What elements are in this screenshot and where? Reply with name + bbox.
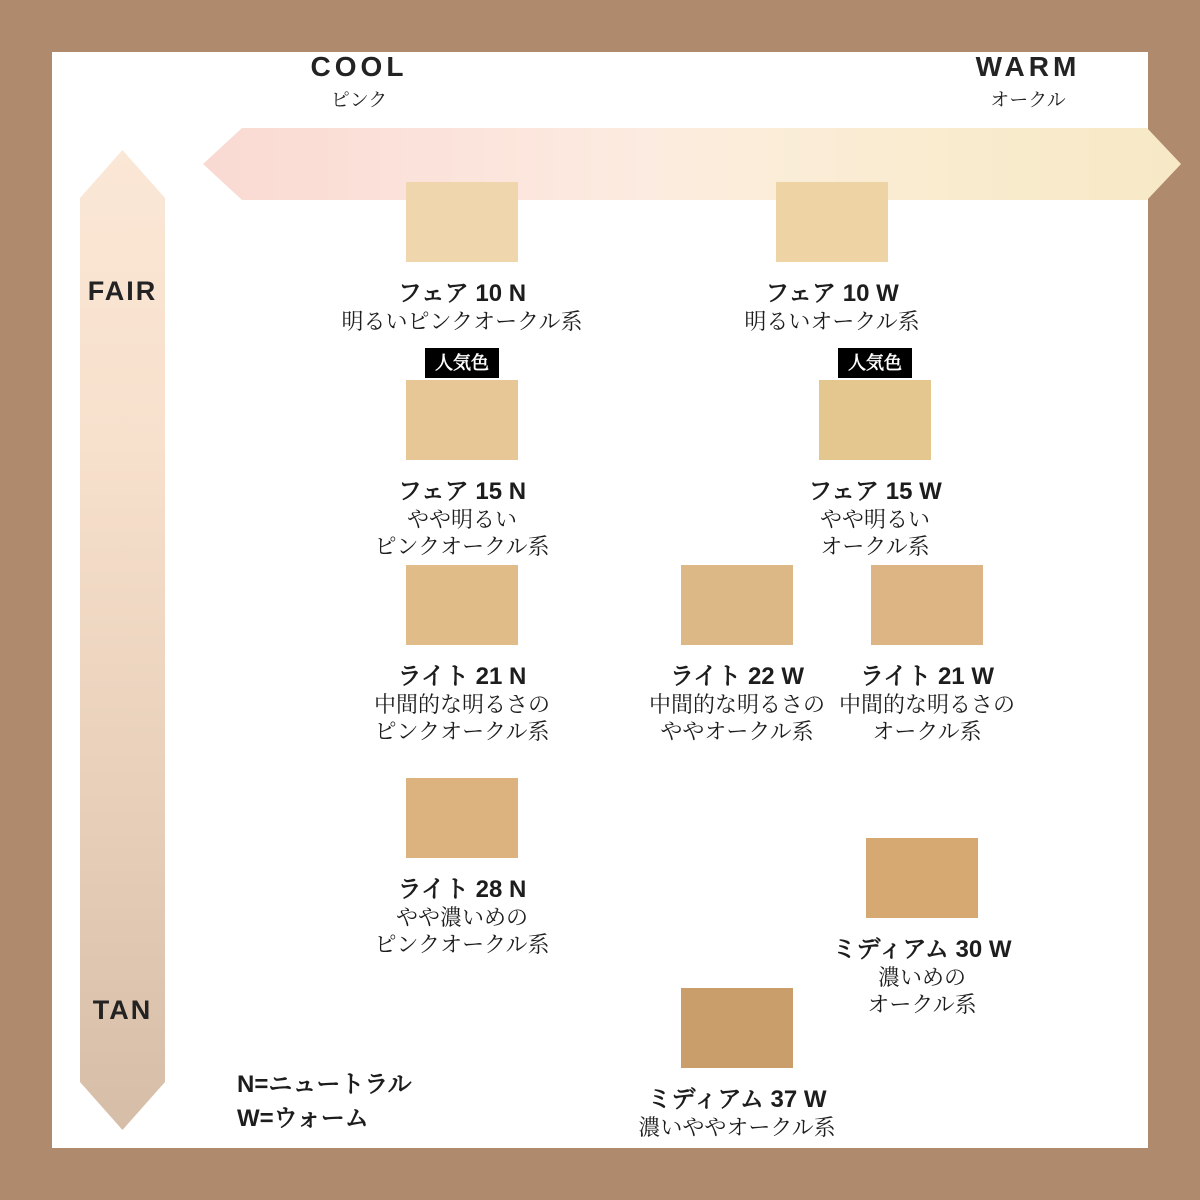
shade-desc: ピンクオークル系 bbox=[374, 534, 550, 559]
shade-desc: ピンクオークル系 bbox=[374, 932, 550, 957]
shade-desc: やや濃いめの bbox=[395, 905, 528, 930]
shade-desc: オークル系 bbox=[867, 992, 977, 1017]
cool-axis-label bbox=[279, 51, 439, 112]
shade-name: ライト 21 N bbox=[397, 663, 527, 690]
shade-desc: 中間的な明るさの bbox=[373, 692, 550, 717]
swatch-fair-10-w bbox=[776, 182, 888, 262]
swatch-light-22-w bbox=[681, 565, 793, 645]
popular-badge: 人気色 bbox=[425, 348, 499, 378]
shade-name: フェア 15 W bbox=[808, 478, 942, 505]
tan-label: TAN bbox=[92, 995, 153, 1025]
shade-label-medium-30-w bbox=[762, 935, 1082, 1018]
shade-name: フェア 10 W bbox=[765, 280, 899, 307]
shade-label-fair-15-n bbox=[302, 477, 622, 560]
shade-label-fair-10-n bbox=[302, 279, 622, 335]
popular-badge: 人気色 bbox=[838, 348, 912, 378]
undertone-legend bbox=[237, 1068, 412, 1136]
shade-label-medium-37-w bbox=[577, 1085, 897, 1141]
shade-desc: 濃いめの bbox=[877, 965, 966, 990]
swatch-medium-37-w bbox=[681, 988, 793, 1068]
cool-label: COOL bbox=[310, 51, 408, 82]
shade-label-light-21-w bbox=[767, 662, 1087, 745]
shade-desc: オークル系 bbox=[872, 719, 982, 744]
chart-card bbox=[52, 52, 1148, 1148]
shade-desc: 明るいピンクオークル系 bbox=[341, 309, 583, 334]
shade-desc: 中間的な明るさの bbox=[838, 692, 1015, 717]
shade-desc: 中間的な明るさの bbox=[648, 692, 825, 717]
swatch-fair-15-n bbox=[406, 380, 518, 460]
shade-label-fair-15-w bbox=[715, 477, 1035, 560]
swatch-light-21-w bbox=[871, 565, 983, 645]
shade-label-light-28-n bbox=[302, 875, 622, 958]
shade-name: ミディアム 30 W bbox=[832, 936, 1012, 963]
shade-desc: オークル系 bbox=[820, 534, 930, 559]
shade-desc: 濃いややオークル系 bbox=[638, 1115, 836, 1140]
swatch-fair-10-n bbox=[406, 182, 518, 262]
legend-line-w: W=ウォーム bbox=[237, 1105, 369, 1132]
swatch-fair-15-w bbox=[819, 380, 931, 460]
swatch-light-28-n bbox=[406, 778, 518, 858]
shade-desc: ピンクオークル系 bbox=[374, 719, 550, 744]
fair-label: FAIR bbox=[87, 276, 158, 306]
shade-label-fair-10-w bbox=[672, 279, 992, 335]
shade-name: ライト 21 W bbox=[860, 663, 994, 690]
shade-desc: ややオークル系 bbox=[660, 719, 814, 744]
warm-label: WARM bbox=[975, 51, 1081, 82]
shade-desc: やや明るい bbox=[406, 507, 517, 532]
swatch-light-21-n bbox=[406, 565, 518, 645]
undertone-axis-arrow bbox=[203, 128, 1181, 200]
legend-line-n: N=ニュートラル bbox=[237, 1071, 412, 1098]
shade-name: フェア 15 N bbox=[397, 478, 527, 505]
warm-axis-label bbox=[948, 51, 1108, 112]
shade-name: ライト 28 N bbox=[397, 876, 527, 903]
cool-sublabel: ピンク bbox=[330, 90, 388, 111]
warm-sublabel: オークル bbox=[990, 90, 1066, 111]
shade-name: ミディアム 37 W bbox=[647, 1086, 827, 1113]
shade-desc: 明るいオークル系 bbox=[744, 309, 920, 334]
shade-name: ライト 22 W bbox=[670, 663, 804, 690]
swatch-medium-30-w bbox=[866, 838, 978, 918]
shade-name: フェア 10 N bbox=[397, 280, 527, 307]
shade-desc: やや明るい bbox=[819, 507, 930, 532]
shade-label-light-21-n bbox=[302, 662, 622, 745]
